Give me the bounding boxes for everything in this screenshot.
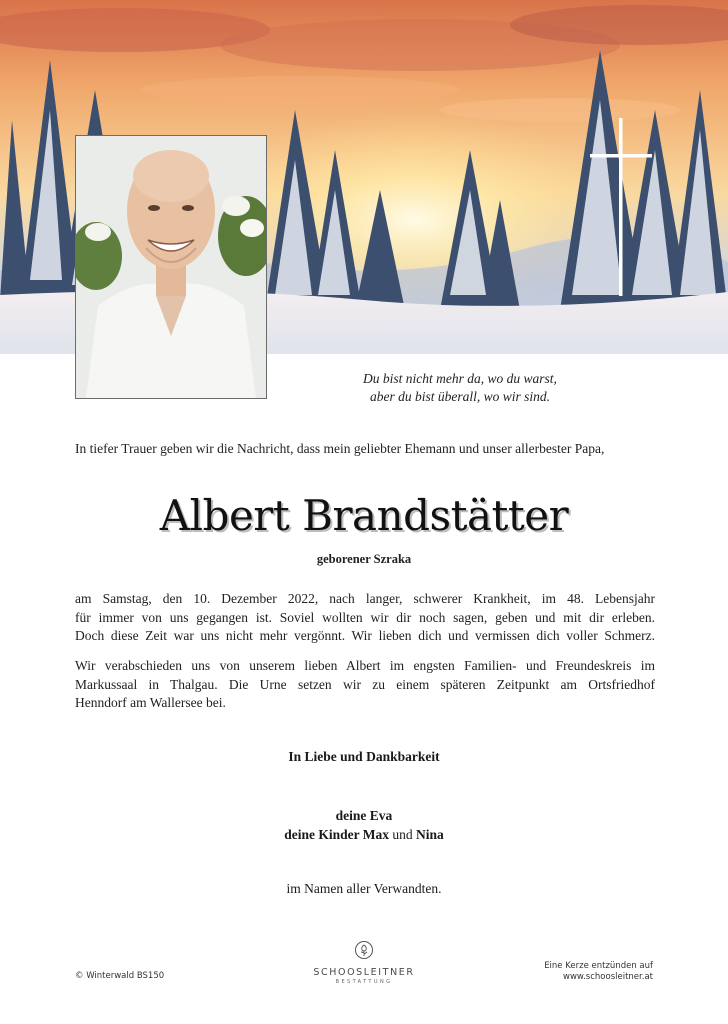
logo-name: SCHOOSLEITNER bbox=[313, 967, 415, 978]
kinder-prefix: deine Kinder Max bbox=[284, 827, 389, 842]
image-copyright: © Winterwald BS150 bbox=[75, 971, 165, 981]
farewell-paragraph bbox=[75, 657, 655, 713]
funeral-home-logo bbox=[304, 940, 424, 985]
rose-logo-icon bbox=[354, 940, 374, 960]
paragraph2-line-3: Henndorf am Wallersee bei. bbox=[75, 695, 226, 710]
paragraph1-line-3: Doch diese Zeit war uns nicht mehr vergönnt. Wir lieben dich und vermissen dich voller Schmerz. bbox=[75, 628, 655, 643]
paragraph1-line-1: am Samstag, den 10. Dezember 2022, nach langer, schwerer Krankheit, im 48. Lebensjahr bbox=[75, 591, 655, 606]
quote-line-2: aber du bist überall, wo wir sind. bbox=[369, 389, 550, 404]
paragraph1-line-2: für immer von uns gegangen ist. Soviel wollten wir dir noch sagen, geben und mit dir erleben. bbox=[75, 609, 655, 625]
signature-eva: deine Eva bbox=[335, 808, 393, 823]
kinder-nina: Nina bbox=[416, 827, 444, 842]
website-link[interactable]: www.schoosleitner.at bbox=[563, 972, 653, 982]
dankbarkeit-line: In Liebe und Dankbarkeit bbox=[288, 749, 440, 764]
logo-subtitle: BESTATTUNG bbox=[335, 979, 393, 985]
birth-name: geborener Szraka bbox=[316, 552, 412, 566]
kinder-und: und bbox=[392, 827, 413, 842]
portrait-photo bbox=[75, 135, 267, 399]
deceased-name: Albert Brandstätter bbox=[159, 491, 569, 540]
verwandten-line: im Namen aller Verwandten. bbox=[286, 881, 442, 896]
portrait-image bbox=[76, 136, 266, 398]
quote-line-1: Du bist nicht mehr da, wo du warst, bbox=[363, 371, 557, 386]
intro-text: In tiefer Trauer geben wir die Nachricht, dass mein geliebter Ehemann und unser allerbester Papa, bbox=[75, 441, 605, 456]
candle-notice bbox=[544, 961, 653, 983]
memorial-quote bbox=[300, 370, 620, 406]
candle-text: Eine Kerze entzünden auf bbox=[544, 961, 653, 971]
announcement-paragraph bbox=[75, 590, 655, 646]
paragraph2-line-1: Wir verabschieden uns von unserem lieben Albert im engsten Familien- und Freundeskreis im bbox=[75, 658, 655, 673]
signature-kinder bbox=[0, 825, 728, 844]
paragraph2-line-2: Markussaal in Thalgau. Die Urne setzen wir zu einem späteren Zeitpunkt am Ortsfriedhof bbox=[75, 676, 655, 692]
